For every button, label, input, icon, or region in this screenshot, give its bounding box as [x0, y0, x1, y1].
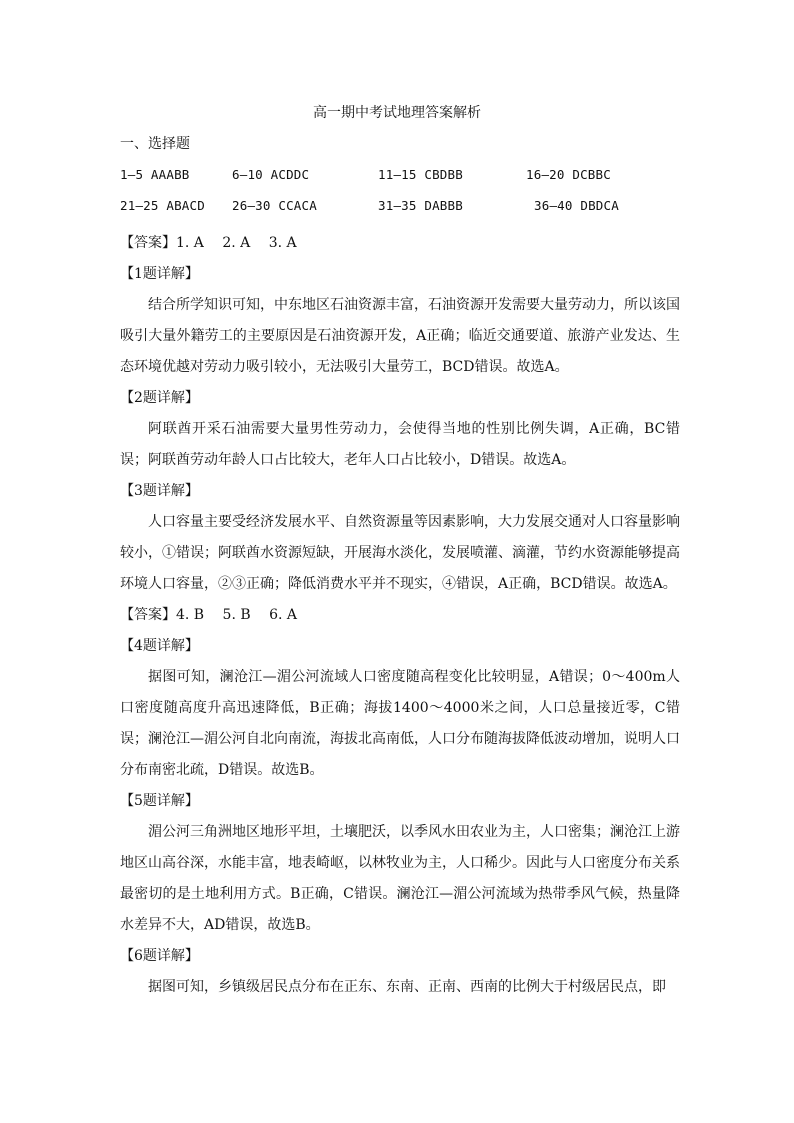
- answer-key-item: 16—20 DCBBC: [526, 167, 611, 182]
- answer-label: 【答案】1. A 2. A 3. A: [120, 235, 297, 251]
- question-3-heading: 【3题详解】: [120, 483, 199, 499]
- question-2-explanation: 阿联酋开采石油需要大量男性劳动力，会使得当地的性别比例失调，A正确，BC错误；阿联酋劳动年龄人口占比较大，老年人口占比较小，D错误。故选A。: [120, 421, 680, 468]
- question-4-explanation: 据图可知，澜沧江—湄公河流域人口密度随高程变化比较明显，A错误；0～400m人口密度随高度升高迅速降低，B正确；海拔1400～4000米之间，人口总量接近零，C错误；澜沧江—湄公河自北向南流，海拔北高南低，人口分布随海拔降低波动增加，说明人口分布南密北疏，D错误。故选B。: [120, 669, 680, 778]
- answer-key-item: 6—10 ACDDC: [232, 167, 310, 182]
- question-1-explanation: 结合所学知识可知，中东地区石油资源丰富，石油资源开发需要大量劳动力，所以该国吸引大量外籍劳工的主要原因是石油资源开发，A正确；临近交通要道、旅游产业发达、生态环境优越对劳动力吸引较小，无法吸引大量劳工，BCD错误。故选A。: [120, 297, 680, 375]
- answer-explanations: [120, 228, 680, 1003]
- question-1-heading: 【1题详解】: [120, 266, 199, 282]
- answer-key-item: 36—40 DBDCA: [534, 198, 619, 213]
- answer-key-item: 31—35 DABBB: [378, 198, 463, 213]
- answer-key-item: 21—25 ABACD: [120, 198, 205, 213]
- question-2-heading: 【2题详解】: [120, 390, 199, 406]
- answer-key-item: 1—5 AAABB: [120, 167, 190, 182]
- section-heading: 一、选择题: [120, 136, 190, 152]
- question-5-explanation: 湄公河三角洲地区地形平坦，土壤肥沃，以季风水田农业为主，人口密集；澜沧江上游地区山高谷深，水能丰富，地表崎岖，以林牧业为主，人口稀少。因此与人口密度分布关系最密切的是土地利用方式。B正确，C错误。澜沧江—湄公河流域为热带季风气候，热量降水差异不大，AD错误，故选B。: [120, 824, 680, 933]
- question-6-explanation: 据图可知，乡镇级居民点分布在正东、东南、正南、西南的比例大于村级居民点，即: [148, 979, 666, 995]
- question-5-heading: 【5题详解】: [120, 793, 199, 809]
- answer-key-item: 26—30 CCACA: [232, 198, 317, 213]
- question-3-explanation: 人口容量主要受经济发展水平、自然资源量等因素影响，大力发展交通对人口容量影响较小，①错误；阿联酋水资源短缺，开展海水淡化，发展喷灌、滴灌，节约水资源能够提高环境人口容量，②③正确；降低消费水平并不现实，④错误，A正确，BCD错误。故选A。: [120, 514, 680, 592]
- page-title: 高一期中考试地理答案解析: [313, 105, 481, 121]
- answer-key-item: 11—15 CBDBB: [378, 167, 463, 182]
- question-6-heading: 【6题详解】: [120, 948, 199, 964]
- answer-label: 【答案】4. B 5. B 6. A: [120, 607, 298, 623]
- question-4-heading: 【4题详解】: [120, 638, 199, 654]
